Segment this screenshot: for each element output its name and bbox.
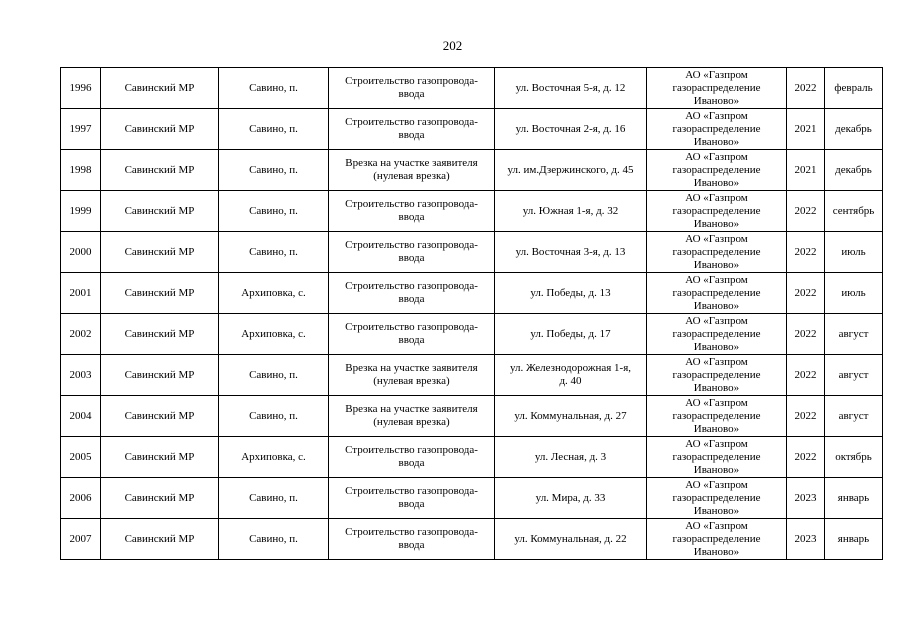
table-row — [61, 437, 883, 478]
organization-cell: АО «Газпром газораспределение Иваново» — [647, 314, 787, 355]
district-cell: Савинский МР — [101, 232, 219, 273]
work-type-cell: Строительство газопровода- ввода — [329, 519, 495, 560]
work-type-cell: Строительство газопровода- ввода — [329, 68, 495, 109]
table-row — [61, 109, 883, 150]
month-cell: декабрь — [825, 109, 883, 150]
month-cell: декабрь — [825, 150, 883, 191]
settlement-cell: Савино, п. — [219, 478, 329, 519]
organization-cell: АО «Газпром газораспределение Иваново» — [647, 273, 787, 314]
organization-cell: АО «Газпром газораспределение Иваново» — [647, 478, 787, 519]
organization-cell: АО «Газпром газораспределение Иваново» — [647, 68, 787, 109]
row-number-cell: 2004 — [61, 396, 101, 437]
work-type-cell: Строительство газопровода- ввода — [329, 314, 495, 355]
organization-cell: АО «Газпром газораспределение Иваново» — [647, 150, 787, 191]
work-type-cell: Строительство газопровода- ввода — [329, 478, 495, 519]
address-cell: ул. Южная 1-я, д. 32 — [495, 191, 647, 232]
table-row — [61, 191, 883, 232]
district-cell: Савинский МР — [101, 314, 219, 355]
year-cell: 2023 — [787, 519, 825, 560]
month-cell: август — [825, 396, 883, 437]
district-cell: Савинский МР — [101, 191, 219, 232]
work-type-cell: Строительство газопровода- ввода — [329, 437, 495, 478]
month-cell: январь — [825, 478, 883, 519]
address-cell: ул. Победы, д. 17 — [495, 314, 647, 355]
work-type-cell: Врезка на участке заявителя (нулевая врезка) — [329, 150, 495, 191]
year-cell: 2022 — [787, 191, 825, 232]
district-cell: Савинский МР — [101, 437, 219, 478]
table-row — [61, 478, 883, 519]
page-number: 202 — [442, 38, 463, 53]
settlement-cell: Савино, п. — [219, 355, 329, 396]
row-number-cell: 2005 — [61, 437, 101, 478]
row-number-cell: 2007 — [61, 519, 101, 560]
year-cell: 2022 — [787, 396, 825, 437]
row-number-cell: 2003 — [61, 355, 101, 396]
settlement-cell: Архиповка, с. — [219, 314, 329, 355]
year-cell: 2022 — [787, 355, 825, 396]
address-cell: ул. Победы, д. 13 — [495, 273, 647, 314]
year-cell: 2022 — [787, 68, 825, 109]
address-cell: ул. Мира, д. 33 — [495, 478, 647, 519]
settlement-cell: Савино, п. — [219, 519, 329, 560]
district-cell: Савинский МР — [101, 150, 219, 191]
month-cell: август — [825, 355, 883, 396]
address-cell: ул. Железнодорожная 1-я, д. 40 — [495, 355, 647, 396]
work-type-cell: Строительство газопровода- ввода — [329, 232, 495, 273]
row-number-cell: 1996 — [61, 68, 101, 109]
table-row — [61, 68, 883, 109]
work-type-cell: Врезка на участке заявителя (нулевая врезка) — [329, 355, 495, 396]
district-cell: Савинский МР — [101, 478, 219, 519]
organization-cell: АО «Газпром газораспределение Иваново» — [647, 232, 787, 273]
month-cell: август — [825, 314, 883, 355]
organization-cell: АО «Газпром газораспределение Иваново» — [647, 109, 787, 150]
month-cell: июль — [825, 232, 883, 273]
address-cell: ул. Восточная 2-я, д. 16 — [495, 109, 647, 150]
gasification-table — [60, 67, 883, 560]
organization-cell: АО «Газпром газораспределение Иваново» — [647, 437, 787, 478]
address-cell: ул. Восточная 5-я, д. 12 — [495, 68, 647, 109]
table-row — [61, 355, 883, 396]
table-row — [61, 519, 883, 560]
settlement-cell: Савино, п. — [219, 232, 329, 273]
year-cell: 2022 — [787, 273, 825, 314]
month-cell: октябрь — [825, 437, 883, 478]
row-number-cell: 1998 — [61, 150, 101, 191]
month-cell: февраль — [825, 68, 883, 109]
year-cell: 2022 — [787, 437, 825, 478]
organization-cell: АО «Газпром газораспределение Иваново» — [647, 355, 787, 396]
settlement-cell: Архиповка, с. — [219, 273, 329, 314]
row-number-cell: 2001 — [61, 273, 101, 314]
settlement-cell: Савино, п. — [219, 396, 329, 437]
address-cell: ул. им.Дзержинского, д. 45 — [495, 150, 647, 191]
month-cell: сентябрь — [825, 191, 883, 232]
address-cell: ул. Лесная, д. 3 — [495, 437, 647, 478]
table-row — [61, 273, 883, 314]
settlement-cell: Савино, п. — [219, 109, 329, 150]
work-type-cell: Строительство газопровода- ввода — [329, 191, 495, 232]
row-number-cell: 1997 — [61, 109, 101, 150]
row-number-cell: 2000 — [61, 232, 101, 273]
settlement-cell: Архиповка, с. — [219, 437, 329, 478]
work-type-cell: Строительство газопровода- ввода — [329, 109, 495, 150]
year-cell: 2022 — [787, 232, 825, 273]
year-cell: 2021 — [787, 150, 825, 191]
table-row — [61, 396, 883, 437]
year-cell: 2022 — [787, 314, 825, 355]
district-cell: Савинский МР — [101, 273, 219, 314]
row-number-cell: 2006 — [61, 478, 101, 519]
month-cell: январь — [825, 519, 883, 560]
address-cell: ул. Коммунальная, д. 22 — [495, 519, 647, 560]
work-type-cell: Врезка на участке заявителя (нулевая врезка) — [329, 396, 495, 437]
table-row — [61, 314, 883, 355]
settlement-cell: Савино, п. — [219, 191, 329, 232]
district-cell: Савинский МР — [101, 355, 219, 396]
address-cell: ул. Коммунальная, д. 27 — [495, 396, 647, 437]
organization-cell: АО «Газпром газораспределение Иваново» — [647, 191, 787, 232]
table-row — [61, 232, 883, 273]
year-cell: 2023 — [787, 478, 825, 519]
row-number-cell: 1999 — [61, 191, 101, 232]
settlement-cell: Савино, п. — [219, 68, 329, 109]
district-cell: Савинский МР — [101, 109, 219, 150]
work-type-cell: Строительство газопровода- ввода — [329, 273, 495, 314]
year-cell: 2021 — [787, 109, 825, 150]
address-cell: ул. Восточная 3-я, д. 13 — [495, 232, 647, 273]
row-number-cell: 2002 — [61, 314, 101, 355]
district-cell: Савинский МР — [101, 68, 219, 109]
organization-cell: АО «Газпром газораспределение Иваново» — [647, 519, 787, 560]
district-cell: Савинский МР — [101, 396, 219, 437]
district-cell: Савинский МР — [101, 519, 219, 560]
organization-cell: АО «Газпром газораспределение Иваново» — [647, 396, 787, 437]
settlement-cell: Савино, п. — [219, 150, 329, 191]
month-cell: июль — [825, 273, 883, 314]
table-row — [61, 150, 883, 191]
